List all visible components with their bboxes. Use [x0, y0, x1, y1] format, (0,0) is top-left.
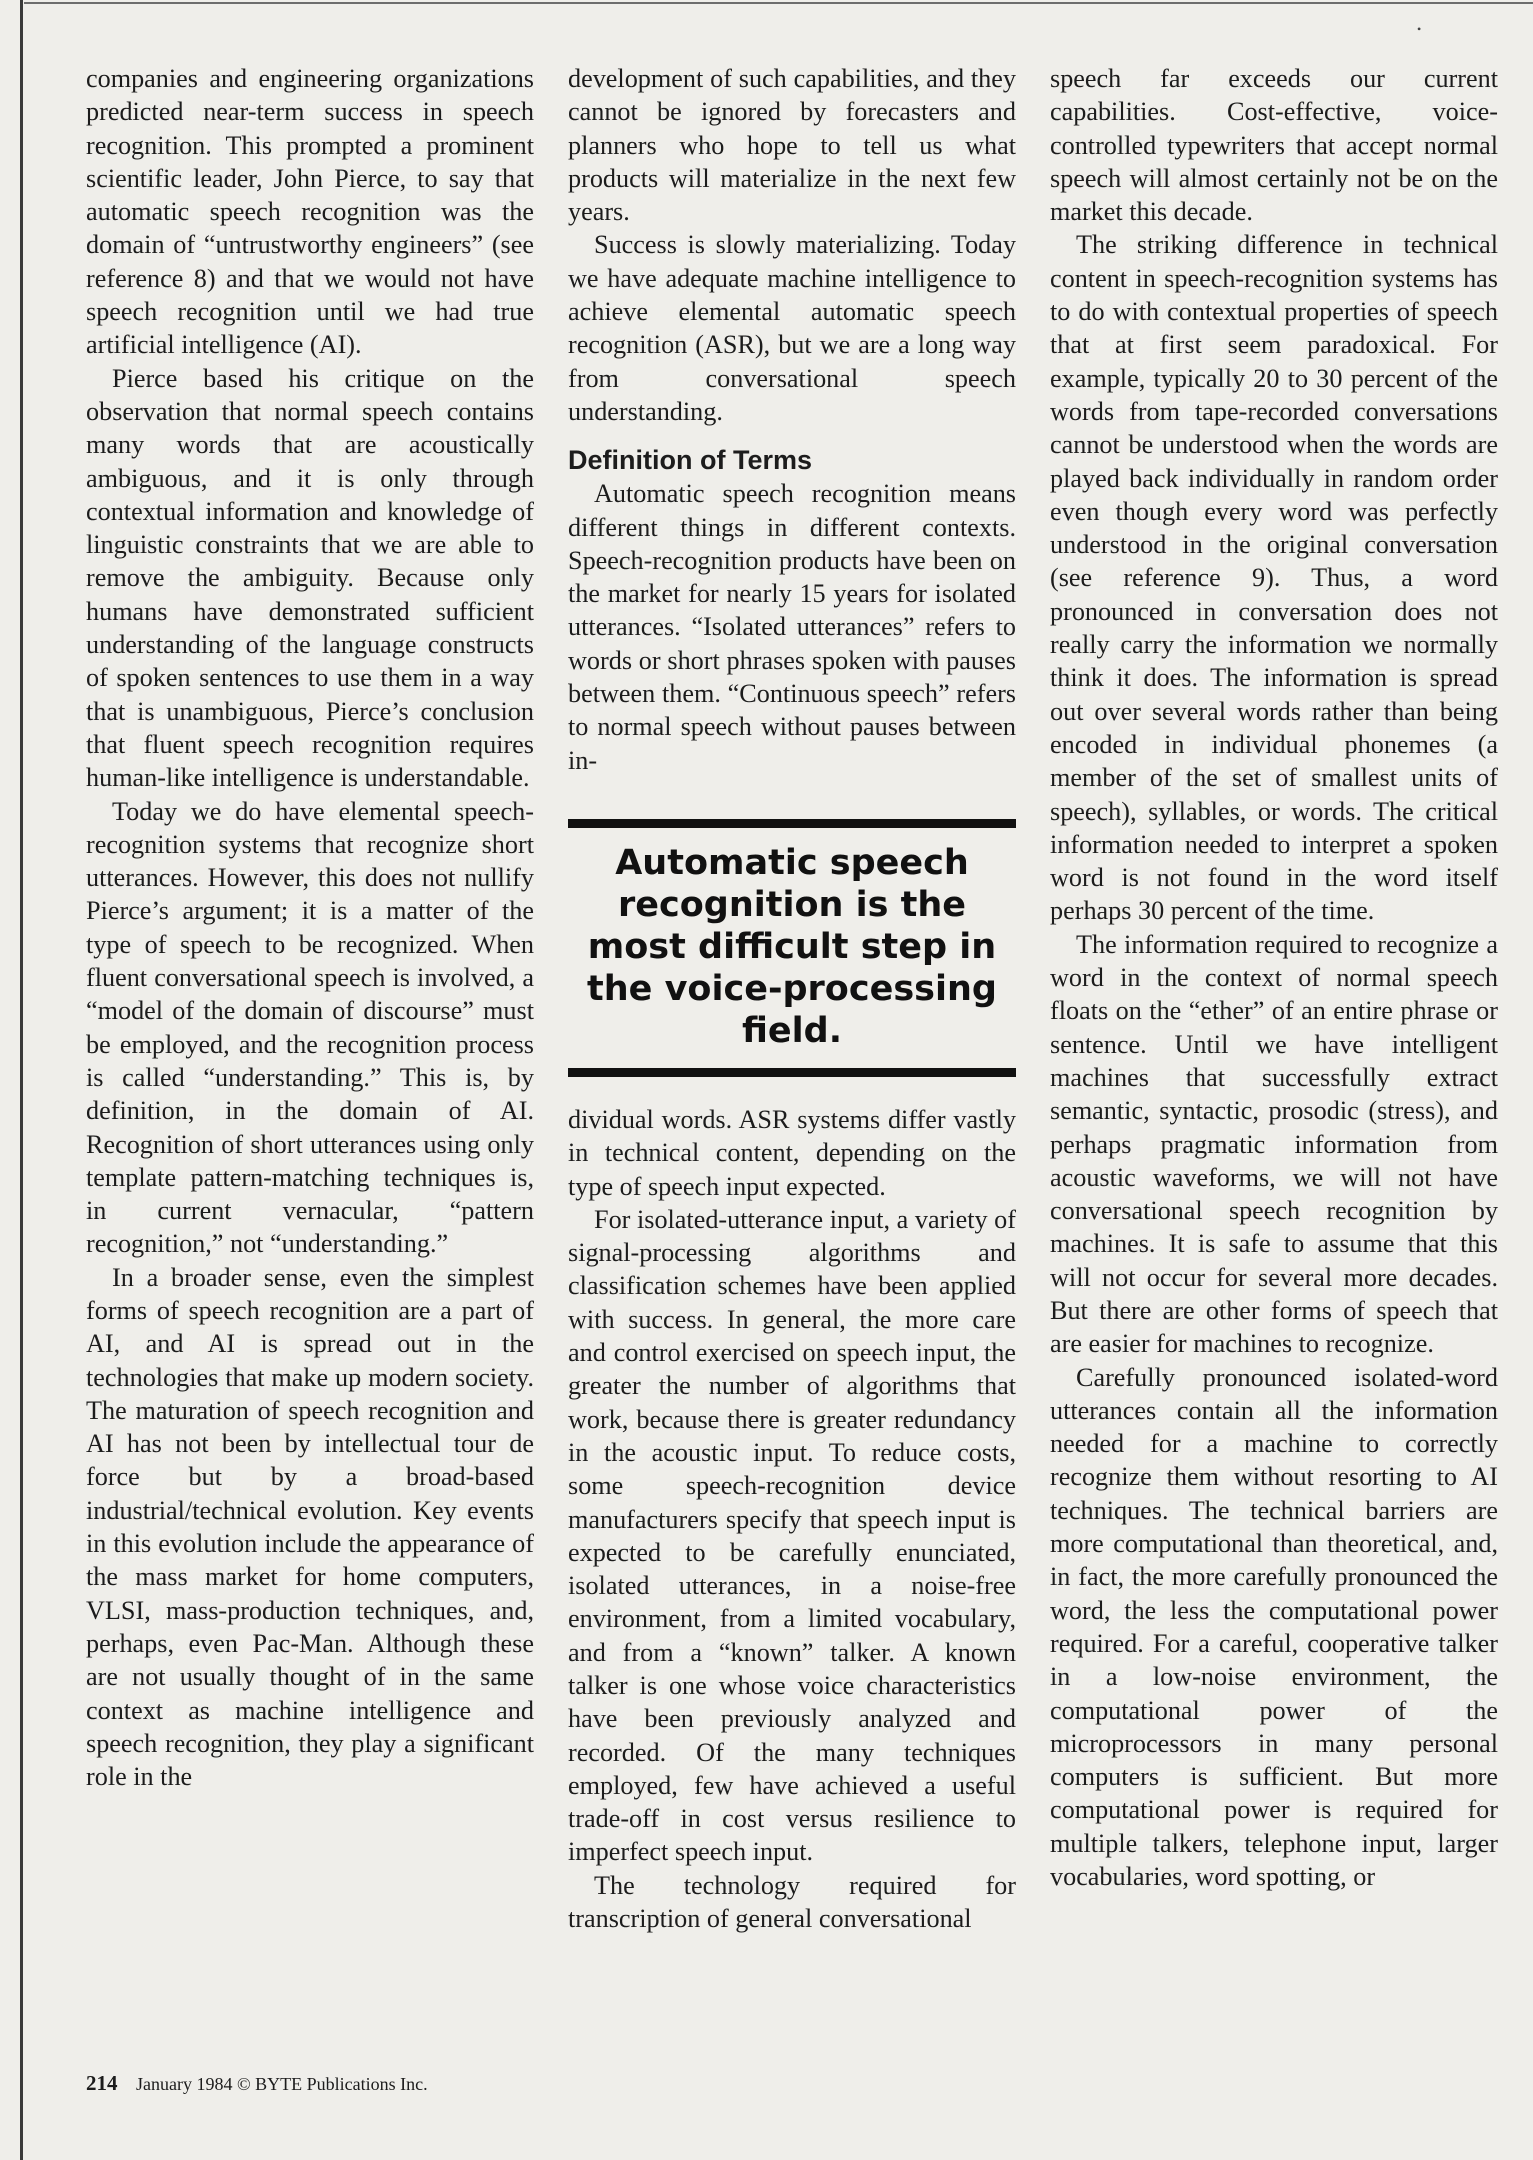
paragraph: The technology required for transcription of general conversational: [568, 1870, 1016, 1934]
publication-line: January 1984 © BYTE Publications Inc.: [136, 2074, 428, 2094]
pull-quote-text: Automatic speech recognition is the most difficult step in the voice-processing field.: [587, 842, 997, 1051]
pull-quote: [568, 819, 1016, 1077]
column-2: [568, 62, 1016, 1935]
column-1: [86, 62, 534, 1793]
binding-edge: [20, 0, 23, 2160]
paragraph: Automatic speech recognition means different things in different contexts. Speech-recognition products have been on the market for nearly 15 years for isolated utterances. “Isolated utterances” refers to words or short phrases spoken with pauses between them. “Continuous speech” refers to normal speech without pauses between in-: [568, 479, 1016, 775]
paragraph: dividual words. ASR systems differ vastly in technical content, depending on the type of speech input expected.: [568, 1104, 1016, 1201]
page-mark: •: [1417, 22, 1422, 36]
page-footer: [86, 2071, 428, 2096]
paragraph: Pierce based his critique on the observation that normal speech contains many words that are acoustically ambiguous, and it is only through contextual information and knowledge of linguistic constraints that we are able to remove the ambiguity. Because only humans have demonstrated sufficient understanding of the language constructs of spoken sentences to use them in a way that is unambiguous, Pierce’s conclusion that fluent speech recognition requires human-like intelligence is understandable.: [86, 363, 534, 793]
paragraph: Today we do have elemental speech-recognition systems that recognize short utterances. However, this does not nullify Pierce’s argument; it is a matter of the type of speech to be recognized. When fluent conversational speech is involved, a “model of the domain of discourse” must be employed, and the recognition process is called “understanding.” This is, by definition, in the domain of AI. Recognition of short utterances using only template pattern-matching techniques is, in current vernacular, “pattern recognition,” not “understanding.”: [86, 796, 534, 1259]
paragraph: Success is slowly materializing. Today we have adequate machine intelligence to achieve elemental automatic speech recognition (ASR), but we are a long way from conversational speech understanding.: [568, 230, 1016, 426]
paragraph: development of such capabilities, and they cannot be ignored by forecasters and planners who hope to tell us what products will materialize in the next few years.: [568, 64, 1016, 227]
paragraph: Carefully pronounced isolated-word utterances contain all the information needed for a machine to correctly recognize them without resorting to AI techniques. The technical barriers are more computational than theoretical, and, in fact, the more carefully pronounced the word, the less the computational power required. For a careful, cooperative talker in a low-noise environment, the computational power of the microprocessors in many personal computers is sufficient. But more computational power is required for multiple talkers, telephone input, larger vocabularies, word spotting, or: [1050, 1362, 1498, 1892]
section-heading: Definition of Terms: [568, 445, 813, 476]
column-3: [1050, 62, 1498, 1893]
paragraph: For isolated-utterance input, a variety of signal-processing algorithms and classification schemes have been applied with success. In general, the more care and control exercised on speech input, the greater the number of algorithms that work, because there is greater redundancy in the acoustic input. To reduce costs, some speech-recognition device manufacturers specify that speech input is expected to be carefully enunciated, isolated utterances, in a noise-free environment, from a limited vocabulary, and from a “known” talker. A known talker is one whose voice characteristics have been previously analyzed and recorded. Of the many techniques employed, few have achieved a useful trade-off in cost versus resilience to imperfect speech input.: [568, 1204, 1016, 1867]
paragraph: The information required to recognize a word in the context of normal speech floats on the “ether” of an entire phrase or sentence. Until we have intelligent machines that successfully extract semantic, syntactic, prosodic (stress), and perhaps pragmatic information from acoustic waveforms, we will not have conversational speech recognition by machines. It is safe to assume that this will not occur for several more decades. But there are other forms of speech that are easier for machines to recognize.: [1050, 929, 1498, 1359]
paragraph: companies and engineering organizations predicted near-term success in speech recognition. This prompted a prominent scientific leader, John Pierce, to say that automatic speech recognition was the domain of “untrustworthy engineers” (see reference 8) and that we would not have speech recognition until we had true artificial intelligence (AI).: [86, 64, 534, 360]
paragraph: speech far exceeds our current capabilities. Cost-effective, voice-controlled typewriters that accept normal speech will almost certainly not be on the market this decade.: [1050, 64, 1498, 227]
page-number: 214: [86, 2071, 118, 2095]
paragraph: In a broader sense, even the simplest forms of speech recognition are a part of AI, and AI is spread out in the technologies that make up modern society. The maturation of speech recognition and AI has not been by intellectual tour de force but by a broad-based industrial/technical evolution. Key events in this evolution include the appearance of the mass market for home computers, VLSI, mass-production techniques, and, perhaps, even Pac-Man. Although these are not usually thought of in the same context as machine intelligence and speech recognition, they play a significant role in the: [86, 1262, 534, 1792]
top-rule: [24, 2, 1533, 4]
paragraph: The striking difference in technical content in speech-recognition systems has to do with contextual properties of speech that at first seem paradoxical. For example, typically 20 to 30 percent of the words from tape-recorded conversations cannot be understood when the words are played back individually in random order even though every word was perfectly understood in the original conversation (see reference 9). Thus, a word pronounced in conversation does not really carry the information we normally think it does. The information is spread out over several words rather than being encoded in individual phonemes (a member of the set of smallest units of speech), syllables, or words. The critical information needed to interpret a spoken word is not found in the word itself perhaps 30 percent of the time.: [1050, 230, 1498, 926]
